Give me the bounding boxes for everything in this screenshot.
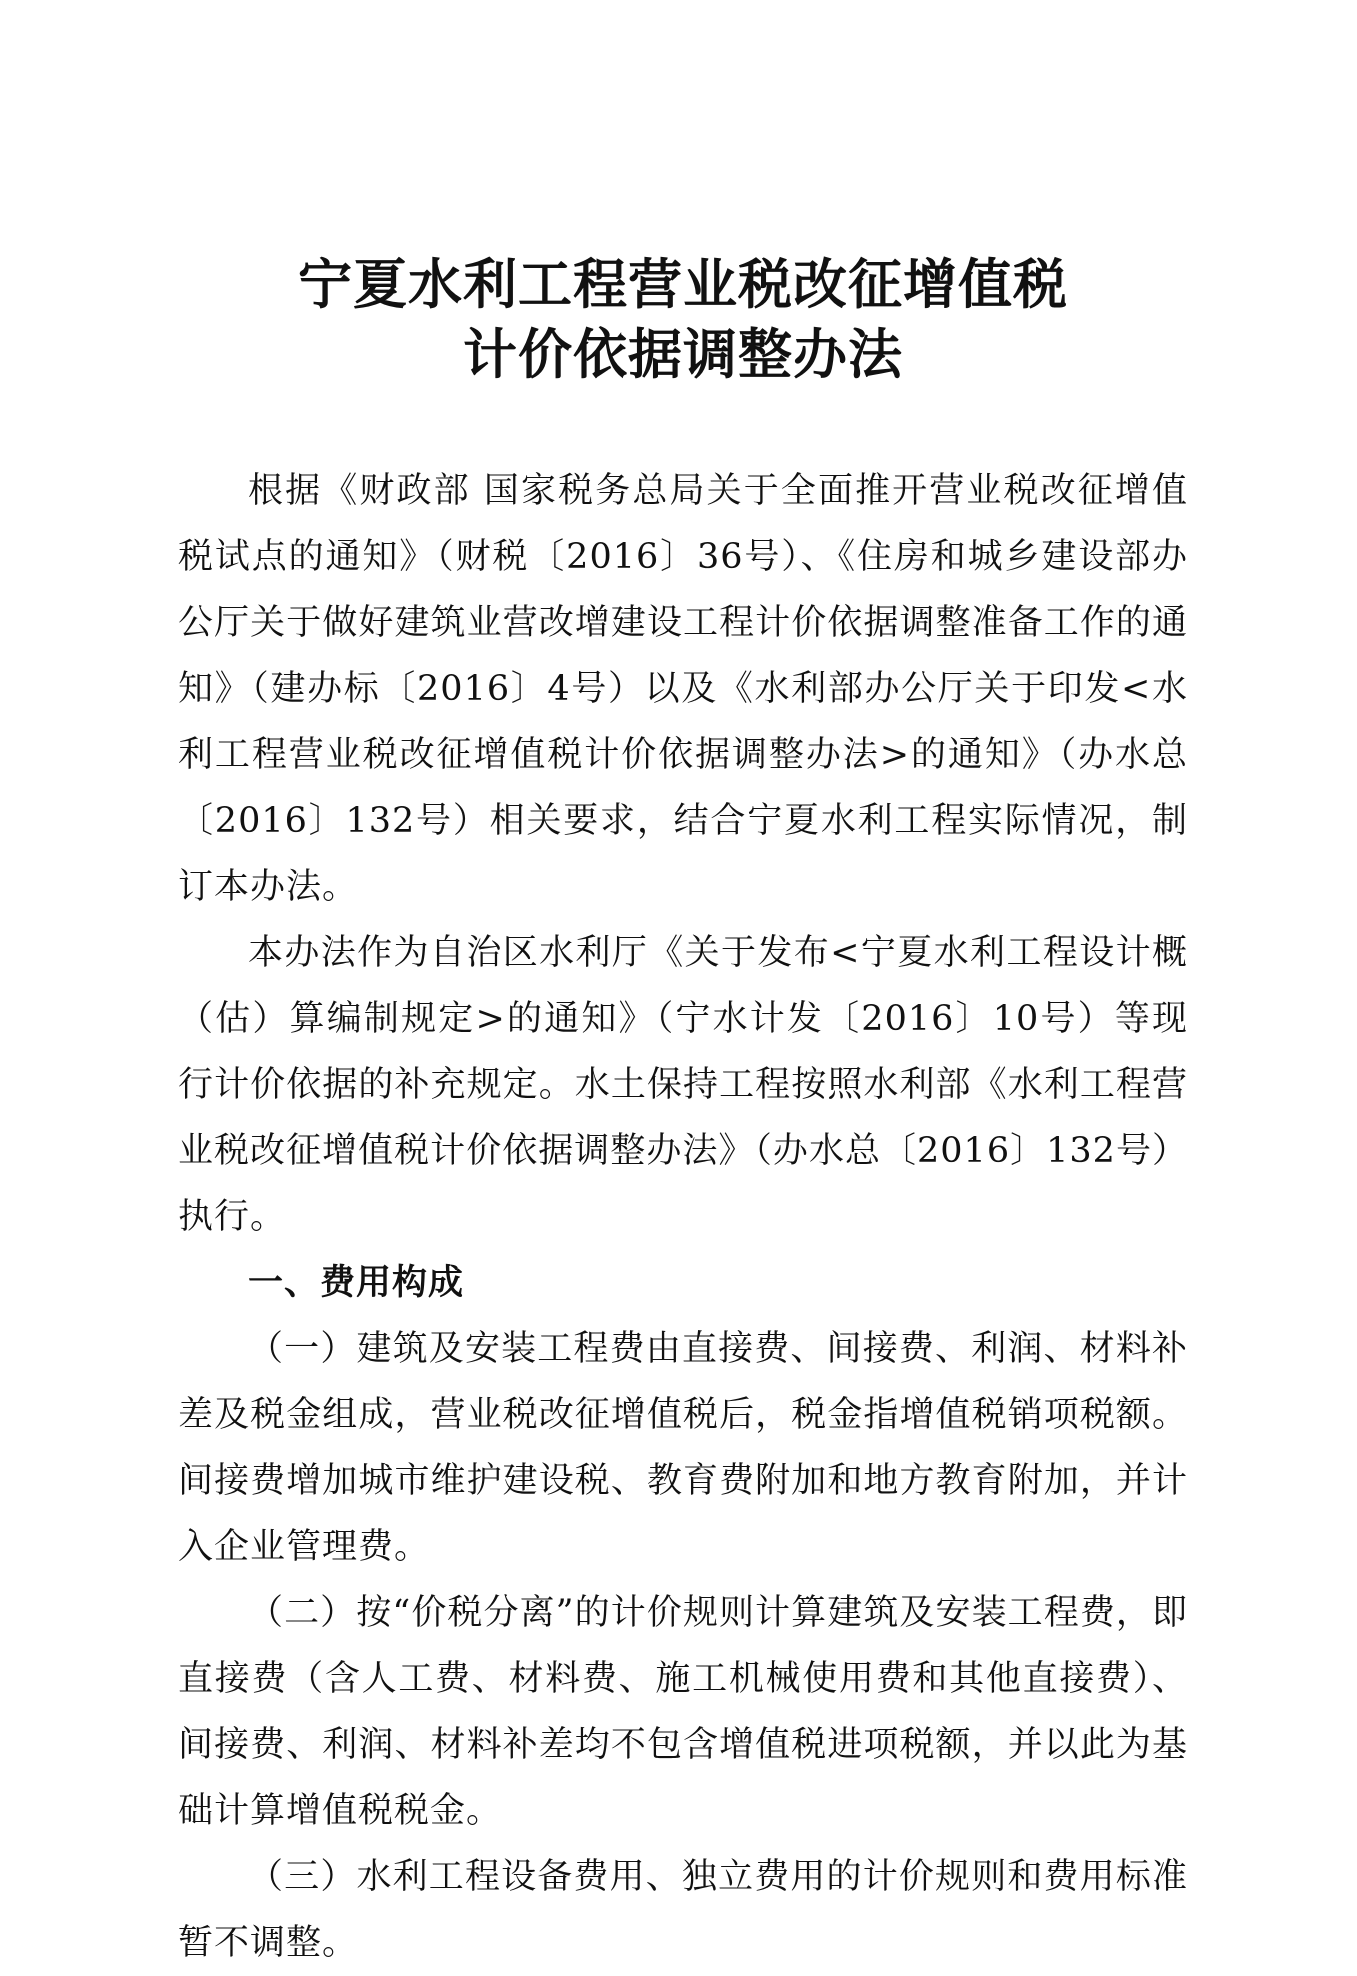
document-page <box>178 250 1188 1976</box>
title-block <box>178 250 1188 390</box>
intro-paragraph-2: 本办法作为自治区水利厅《关于发布<宁夏水利工程设计概（估）算编制规定>的通知》（宁水计发〔2016〕10号）等现行计价依据的补充规定。水土保持工程按照水利部《水利工程营业税改征增值税计价依据调整办法》（办水总〔2016〕132号）执行。 <box>178 933 1188 1237</box>
document-title-line-2: 计价依据调整办法 <box>463 323 903 386</box>
section-heading-cost-composition: 一、费用构成 <box>248 1263 465 1303</box>
document-title-line-1: 宁夏水利工程营业税改征增值税 <box>298 253 1068 316</box>
intro-paragraph-1: 根据《财政部 国家税务总局关于全面推开营业税改征增值税试点的通知》（财税〔2016〕36号）、《住房和城乡建设部办公厅关于做好建筑业营改增建设工程计价依据调整准备工作的通知》（建办标〔2016〕4号）以及《水利部办公厅关于印发<水利工程营业税改征增值税计价依据调整办法>的通知》（办水总〔2016〕132号）相关要求，结合宁夏水利工程实际情况，制订本办法。 <box>178 471 1188 907</box>
section-item-2: （二）按“价税分离”的计价规则计算建筑及安装工程费，即直接费（含人工费、材料费、施工机械使用费和其他直接费）、间接费、利润、材料补差均不包含增值税进项税额，并以此为基础计算增值税税金。 <box>178 1593 1188 1831</box>
section-item-3: （三）水利工程设备费用、独立费用的计价规则和费用标准暂不调整。 <box>178 1857 1188 1963</box>
section-item-1: （一）建筑及安装工程费由直接费、间接费、利润、材料补差及税金组成，营业税改征增值税后，税金指增值税销项税额。间接费增加城市维护建设税、教育费附加和地方教育附加，并计入企业管理费。 <box>178 1329 1188 1567</box>
